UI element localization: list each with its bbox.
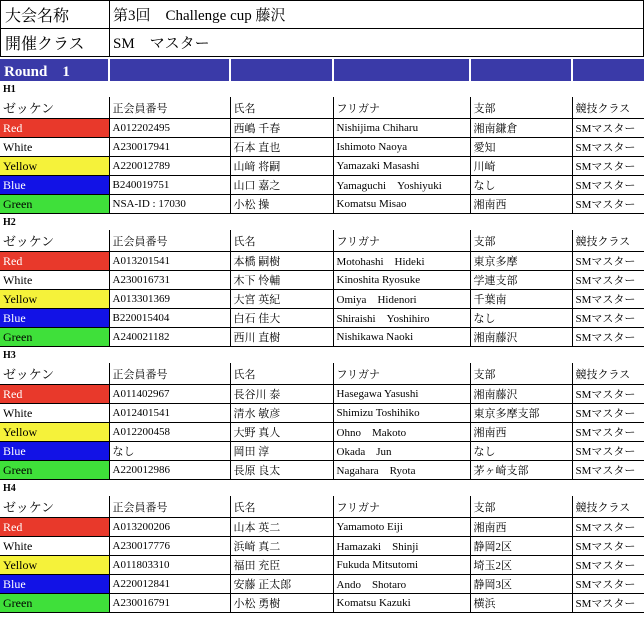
cell-branch: なし [470, 309, 572, 328]
column-header-furigana: フリガナ [333, 496, 470, 518]
empty-cell [333, 214, 470, 230]
column-header-branch: 支部 [470, 97, 572, 119]
cell-name: 岡田 淳 [230, 442, 333, 461]
column-header-name: 氏名 [230, 97, 333, 119]
cell-name: 長原 良太 [230, 461, 333, 480]
empty-cell [333, 347, 470, 363]
column-header-name: 氏名 [230, 230, 333, 252]
cell-furigana: Motohashi Hideki [333, 252, 470, 271]
bib-color-cell: Blue [0, 309, 109, 328]
heat-table [0, 347, 644, 480]
cell-member-no: A011803310 [109, 556, 230, 575]
column-header-row [0, 97, 644, 119]
cell-furigana: Hasegawa Yasushi [333, 385, 470, 404]
cell-name: 西嶋 千春 [230, 119, 333, 138]
column-header-member-no: 正会員番号 [109, 363, 230, 385]
entry-row [0, 309, 644, 328]
entry-row [0, 195, 644, 214]
heat-label-row [0, 347, 644, 363]
cell-furigana: Fukuda Mitsutomi [333, 556, 470, 575]
cell-name: 安藤 正太郎 [230, 575, 333, 594]
bib-color-cell: Red [0, 385, 109, 404]
column-header-row [0, 496, 644, 518]
cell-member-no: A220012986 [109, 461, 230, 480]
bib-color-cell: Red [0, 119, 109, 138]
cell-name: 福田 充臣 [230, 556, 333, 575]
bib-color-cell: Green [0, 328, 109, 347]
cell-branch: なし [470, 176, 572, 195]
entry-row [0, 556, 644, 575]
column-header-branch: 支部 [470, 363, 572, 385]
round-title: Round 1 [0, 59, 109, 81]
empty-cell [572, 480, 644, 496]
heat-label: H4 [3, 482, 16, 494]
entry-row [0, 575, 644, 594]
heat-label-row [0, 81, 644, 97]
empty-cell [333, 480, 470, 496]
column-header-furigana: フリガナ [333, 363, 470, 385]
empty-cell [230, 480, 333, 496]
entry-row [0, 423, 644, 442]
cell-branch: 学連支部 [470, 271, 572, 290]
bib-color-cell: Blue [0, 176, 109, 195]
cell-class: SMマスター [572, 537, 644, 556]
column-header-furigana: フリガナ [333, 230, 470, 252]
cell-furigana: Komatsu Misao [333, 195, 470, 214]
bib-color-cell: Blue [0, 442, 109, 461]
column-header-bib: ゼッケン [0, 496, 109, 518]
cell-member-no: なし [109, 442, 230, 461]
entry-row [0, 119, 644, 138]
cell-name: 山本 英二 [230, 518, 333, 537]
cell-class: SMマスター [572, 309, 644, 328]
cell-name: 山口 嘉之 [230, 176, 333, 195]
cell-class: SMマスター [572, 157, 644, 176]
cell-class: SMマスター [572, 594, 644, 613]
heat-label: H3 [3, 349, 16, 361]
cell-member-no: NSA-ID : 17030 [109, 195, 230, 214]
empty-cell [230, 347, 333, 363]
bib-color-cell: Green [0, 594, 109, 613]
cell-branch: 湘南藤沢 [470, 385, 572, 404]
cell-name: 石本 直也 [230, 138, 333, 157]
empty-cell [230, 214, 333, 230]
cell-member-no: A012202495 [109, 119, 230, 138]
column-header-branch: 支部 [470, 230, 572, 252]
heat-table [0, 480, 644, 613]
cell-branch: 湘南西 [470, 195, 572, 214]
round-bar-cell [470, 59, 572, 81]
cell-name: 長谷川 泰 [230, 385, 333, 404]
column-header-member-no: 正会員番号 [109, 496, 230, 518]
cell-branch: 湘南西 [470, 423, 572, 442]
cell-name: 清水 敏彦 [230, 404, 333, 423]
column-header-bib: ゼッケン [0, 363, 109, 385]
column-header-name: 氏名 [230, 496, 333, 518]
entry-row [0, 271, 644, 290]
round-bar-cell [230, 59, 333, 81]
bib-color-cell: Red [0, 518, 109, 537]
cell-furigana: Okada Jun [333, 442, 470, 461]
cell-branch: 愛知 [470, 138, 572, 157]
entry-row [0, 157, 644, 176]
empty-cell [470, 347, 572, 363]
cell-branch: 横浜 [470, 594, 572, 613]
heat-label: H1 [3, 83, 16, 95]
column-header-class: 競技クラス [572, 496, 644, 518]
empty-cell [109, 347, 230, 363]
entry-row [0, 290, 644, 309]
cell-class: SMマスター [572, 119, 644, 138]
entry-row [0, 461, 644, 480]
cell-class: SMマスター [572, 461, 644, 480]
column-header-member-no: 正会員番号 [109, 230, 230, 252]
entry-row [0, 385, 644, 404]
empty-cell [572, 347, 644, 363]
cell-furigana: Yamamoto Eiji [333, 518, 470, 537]
bib-color-cell: Yellow [0, 290, 109, 309]
cell-furigana: Shimizu Toshihiko [333, 404, 470, 423]
cell-furigana: Omiya Hidenori [333, 290, 470, 309]
column-header-row [0, 363, 644, 385]
column-header-row [0, 230, 644, 252]
round-header [0, 59, 644, 81]
column-header-class: 競技クラス [572, 97, 644, 119]
cell-furigana: Kinoshita Ryosuke [333, 271, 470, 290]
cell-name: 本橋 嗣樹 [230, 252, 333, 271]
bib-color-cell: White [0, 537, 109, 556]
event-class-value: SM マスター [110, 29, 644, 57]
bib-color-cell: White [0, 404, 109, 423]
empty-cell [230, 81, 333, 97]
heat-table [0, 81, 644, 214]
cell-class: SMマスター [572, 518, 644, 537]
cell-class: SMマスター [572, 176, 644, 195]
cell-branch: 静岡3区 [470, 575, 572, 594]
cell-class: SMマスター [572, 290, 644, 309]
entry-row [0, 442, 644, 461]
cell-name: 木下 怜輔 [230, 271, 333, 290]
column-header-bib: ゼッケン [0, 230, 109, 252]
cell-member-no: B240019751 [109, 176, 230, 195]
event-name-row [1, 1, 644, 29]
bib-color-cell: Blue [0, 575, 109, 594]
cell-class: SMマスター [572, 271, 644, 290]
empty-cell [572, 214, 644, 230]
round-bar-cell [109, 59, 230, 81]
cell-member-no: A013201541 [109, 252, 230, 271]
heat-label-row [0, 214, 644, 230]
event-class-label: 開催クラス [1, 29, 110, 57]
cell-branch: 川崎 [470, 157, 572, 176]
cell-class: SMマスター [572, 575, 644, 594]
cell-name: 小松 操 [230, 195, 333, 214]
cell-member-no: A220012841 [109, 575, 230, 594]
cell-branch: 湘南西 [470, 518, 572, 537]
cell-branch: 茅ヶ崎支部 [470, 461, 572, 480]
entry-row [0, 537, 644, 556]
heat-table [0, 214, 644, 347]
column-header-furigana: フリガナ [333, 97, 470, 119]
cell-class: SMマスター [572, 252, 644, 271]
cell-name: 小松 勇樹 [230, 594, 333, 613]
entry-row [0, 594, 644, 613]
cell-furigana: Yamaguchi Yoshiyuki [333, 176, 470, 195]
cell-furigana: Ishimoto Naoya [333, 138, 470, 157]
entry-row [0, 404, 644, 423]
cell-branch: 千葉南 [470, 290, 572, 309]
bib-color-cell: Green [0, 461, 109, 480]
entry-row [0, 252, 644, 271]
cell-class: SMマスター [572, 138, 644, 157]
empty-cell [109, 81, 230, 97]
cell-member-no: A013200206 [109, 518, 230, 537]
cell-furigana: Nishijima Chiharu [333, 119, 470, 138]
empty-cell [109, 480, 230, 496]
cell-member-no: A011402967 [109, 385, 230, 404]
cell-branch: 湘南藤沢 [470, 328, 572, 347]
cell-member-no: A220012789 [109, 157, 230, 176]
cell-member-no: A012401541 [109, 404, 230, 423]
bib-color-cell: Yellow [0, 556, 109, 575]
cell-class: SMマスター [572, 328, 644, 347]
event-meta-table [0, 0, 644, 57]
heats-container [0, 81, 644, 613]
cell-class: SMマスター [572, 556, 644, 575]
bib-color-cell: White [0, 138, 109, 157]
event-name-label: 大会名称 [1, 1, 110, 29]
cell-branch: 湘南鎌倉 [470, 119, 572, 138]
cell-furigana: Nagahara Ryota [333, 461, 470, 480]
cell-member-no: A230017941 [109, 138, 230, 157]
cell-name: 山﨑 将嗣 [230, 157, 333, 176]
cell-furigana: Ando Shotaro [333, 575, 470, 594]
event-name-value: 第3回 Challenge cup 藤沢 [110, 1, 644, 29]
cell-member-no: A013301369 [109, 290, 230, 309]
cell-branch: 東京多摩 [470, 252, 572, 271]
cell-name: 大宮 英紀 [230, 290, 333, 309]
cell-class: SMマスター [572, 385, 644, 404]
cell-furigana: Ohno Makoto [333, 423, 470, 442]
column-header-class: 競技クラス [572, 363, 644, 385]
cell-member-no: A230016791 [109, 594, 230, 613]
cell-member-no: A230017776 [109, 537, 230, 556]
cell-member-no: A230016731 [109, 271, 230, 290]
column-header-name: 氏名 [230, 363, 333, 385]
empty-cell [109, 214, 230, 230]
cell-name: 白石 佳大 [230, 309, 333, 328]
cell-name: 西川 直樹 [230, 328, 333, 347]
cell-branch: なし [470, 442, 572, 461]
bib-color-cell: Yellow [0, 423, 109, 442]
bib-color-cell: White [0, 271, 109, 290]
heat-label-row [0, 480, 644, 496]
cell-name: 浜崎 真二 [230, 537, 333, 556]
cell-class: SMマスター [572, 442, 644, 461]
round-bar-cell [572, 59, 644, 81]
heat-label: H2 [3, 216, 16, 228]
round-bar-cell [333, 59, 470, 81]
entry-row [0, 176, 644, 195]
cell-furigana: Nishikawa Naoki [333, 328, 470, 347]
cell-class: SMマスター [572, 404, 644, 423]
cell-class: SMマスター [572, 423, 644, 442]
cell-member-no: B220015404 [109, 309, 230, 328]
cell-member-no: A240021182 [109, 328, 230, 347]
empty-cell [470, 81, 572, 97]
empty-cell [470, 480, 572, 496]
cell-member-no: A012200458 [109, 423, 230, 442]
entry-row [0, 518, 644, 537]
cell-branch: 埼玉2区 [470, 556, 572, 575]
cell-furigana: Yamazaki Masashi [333, 157, 470, 176]
cell-branch: 東京多摩支部 [470, 404, 572, 423]
cell-class: SMマスター [572, 195, 644, 214]
cell-name: 大野 真人 [230, 423, 333, 442]
column-header-member-no: 正会員番号 [109, 97, 230, 119]
bib-color-cell: Green [0, 195, 109, 214]
empty-cell [470, 214, 572, 230]
cell-furigana: Hamazaki Shinji [333, 537, 470, 556]
event-class-row [1, 29, 644, 57]
entry-row [0, 138, 644, 157]
empty-cell [572, 81, 644, 97]
empty-cell [333, 81, 470, 97]
cell-furigana: Shiraishi Yoshihiro [333, 309, 470, 328]
column-header-class: 競技クラス [572, 230, 644, 252]
bib-color-cell: Yellow [0, 157, 109, 176]
cell-branch: 静岡2区 [470, 537, 572, 556]
column-header-bib: ゼッケン [0, 97, 109, 119]
entry-row [0, 328, 644, 347]
column-header-branch: 支部 [470, 496, 572, 518]
bib-color-cell: Red [0, 252, 109, 271]
cell-furigana: Komatsu Kazuki [333, 594, 470, 613]
